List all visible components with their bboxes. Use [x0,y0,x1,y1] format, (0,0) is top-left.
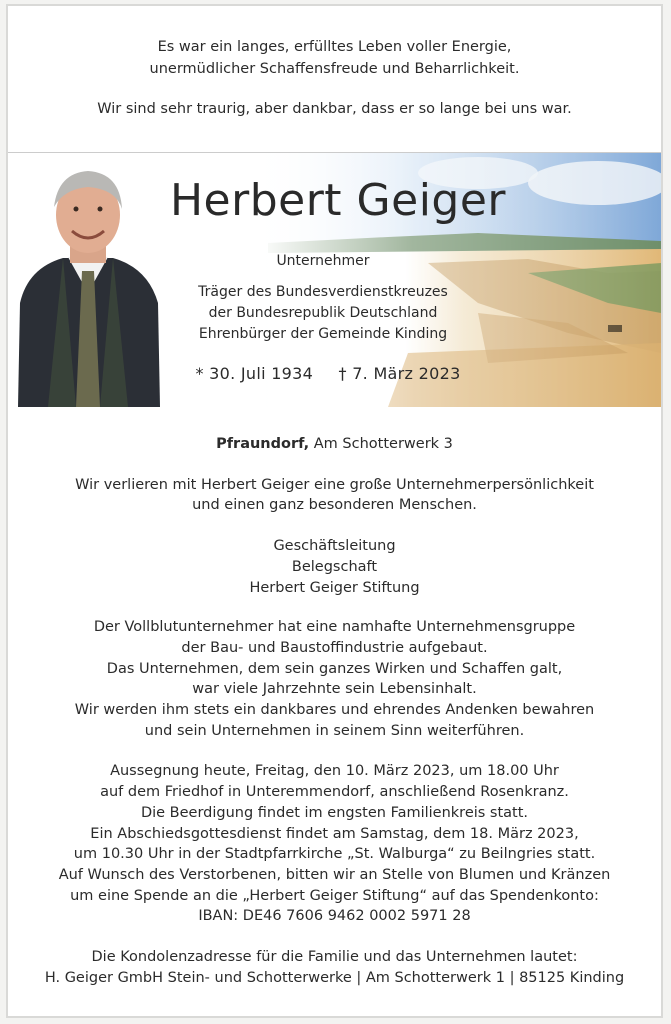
funeral-line-1: Aussegnung heute, Freitag, den 10. März 2023, um 18.00 Uhr [110,763,559,780]
signer-2: Belegschaft [291,558,378,575]
tribute-line-1: Der Vollblutunternehmer hat eine namhafte Unternehmensgruppe [93,619,576,636]
birth-date: * 30. Juli 1934 [195,364,314,383]
tribute-line-3: Das Unternehmen, dem sein ganzes Wirken und Schaffen galt, [106,660,563,677]
tribute-line-6: und sein Unternehmen in seinem Sinn weiterführen. [144,722,525,739]
message-line-2: und einen ganz besonderen Menschen. [192,497,477,514]
funeral-line-7: um eine Spende an die „Herbert Geiger Stiftung“ auf das Spendenkonto: [70,887,599,904]
signer-3: Herbert Geiger Stiftung [249,579,420,596]
death-date: † 7. März 2023 [338,364,461,383]
deceased-name: Herbert Geiger [169,175,507,226]
title-honor-2: der Bundesrepublik Deutschland [208,305,438,321]
banner [8,152,661,407]
title-honor-3: Ehrenbürger der Gemeinde Kinding [198,326,448,342]
place-line [8,434,661,455]
title-occupation: Unternehmer [276,253,370,269]
iban-line: IBAN: DE46 7606 9462 0002 5971 28 [198,908,471,925]
tribute-line-2: der Bau- und Baustoffindustrie aufgebaut. [181,639,488,656]
place-street: Am Schotterwerk 3 [313,436,453,452]
intro-text [8,36,661,120]
obituary-body [8,434,661,988]
intro-line-1: Es war ein langes, erfülltes Leben voller Energie, [157,39,512,55]
signer-1: Geschäftsleitung [273,538,396,555]
funeral-line-2: auf dem Friedhof in Unteremmendorf, anschließend Rosenkranz. [100,784,569,801]
title-honor-1: Träger des Bundesverdienstkreuzes [198,284,448,300]
funeral-line-5: um 10.30 Uhr in der Stadtpfarrkirche „St. Walburga“ zu Beilngries statt. [73,846,596,863]
intro-line-2: unermüdlicher Schaffensfreude und Beharrlichkeit. [149,61,520,77]
condolence-line-1: Die Kondolenzadresse für die Familie und das Unternehmen lautet: [91,949,578,966]
life-dates [158,364,498,383]
funeral-line-6: Auf Wunsch des Verstorbenen, bitten wir an Stelle von Blumen und Kränzen [58,866,611,883]
intro-line-3: Wir sind sehr traurig, aber dankbar, dass er so lange bei uns war. [97,101,572,117]
funeral-line-3: Die Beerdigung findet im engsten Familienkreis statt. [140,804,529,821]
tribute-line-5: Wir werden ihm stets ein dankbares und ehrendes Andenken bewahren [74,702,595,719]
condolence-address: H. Geiger GmbH Stein- und Schotterwerke | Am Schotterwerk 1 | 85125 Kinding [44,969,625,986]
funeral-line-4: Ein Abschiedsgottesdienst findet am Samstag, dem 18. März 2023, [90,825,579,842]
obituary-card [6,4,663,1018]
place-town: Pfraundorf, [216,436,310,452]
tribute-line-4: war viele Jahrzehnte sein Lebensinhalt. [192,681,477,698]
message-line-1: Wir verlieren mit Herbert Geiger eine große Unternehmerpersönlichkeit [75,476,594,493]
honors-list [178,251,468,345]
